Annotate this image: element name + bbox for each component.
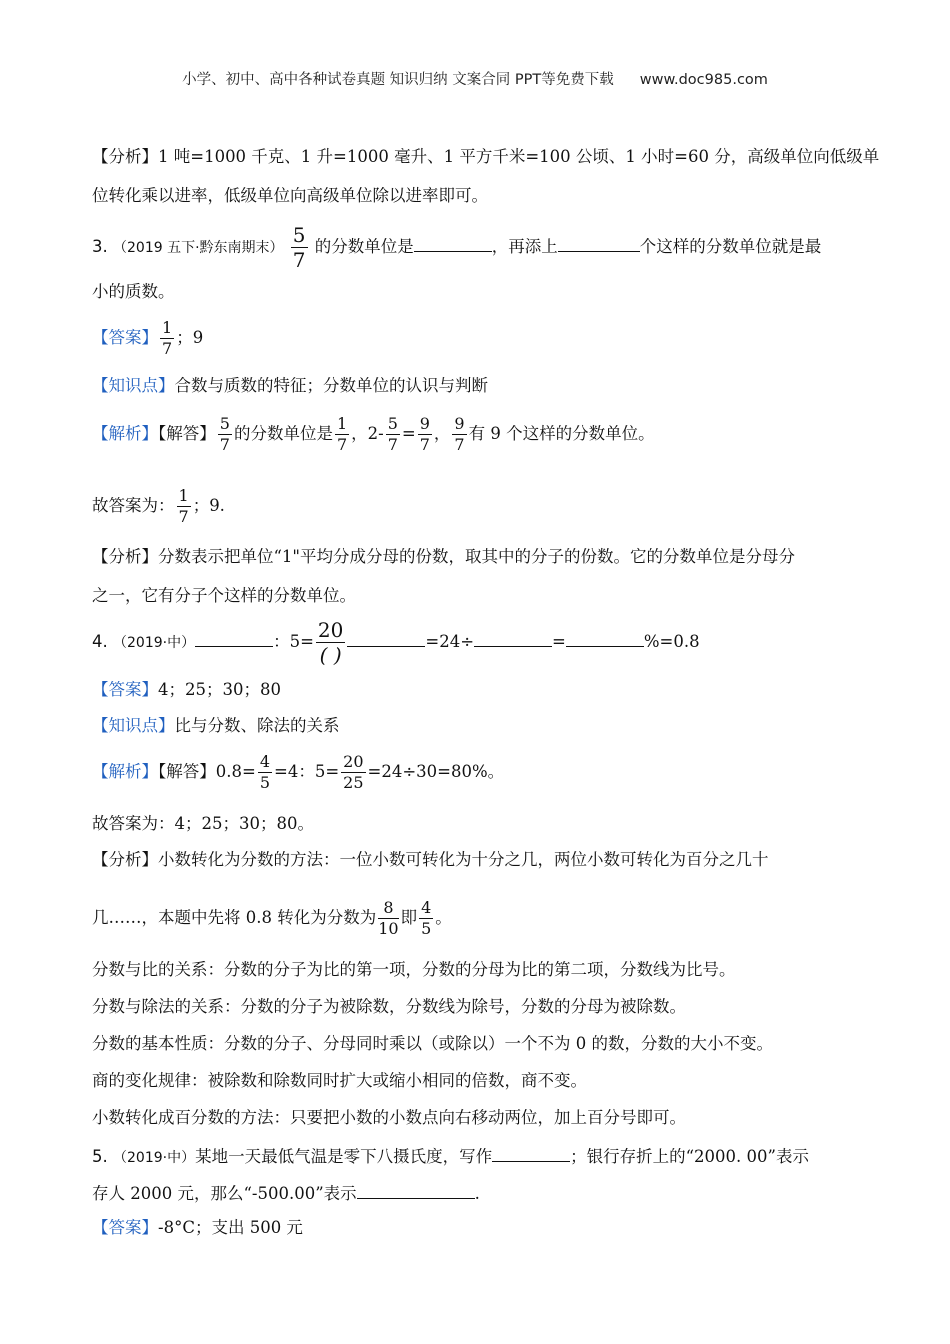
q3-analysis-line-1 — [92, 545, 795, 569]
answer-tag: 【答案】 — [92, 680, 158, 699]
q4-sol-text-a: 0.8= — [215, 762, 256, 781]
q4-note-text-4: 商的变化规律：被除数和除数同时扩大或缩小相同的倍数，商不变。 — [92, 1071, 587, 1090]
q4-blank-3[interactable] — [474, 628, 552, 647]
q3-analysis-text-2: 之一，它有分子个这样的分数单位。 — [92, 586, 356, 605]
explain-tag: 【解析】 — [92, 762, 158, 781]
q4-source: （2019·中） — [113, 635, 196, 651]
q4-analysis-fraction-1: $\frac{8}{10}$ — [378, 898, 399, 938]
solve-tag: 【解答】 — [158, 424, 216, 443]
q4-text-3: = — [552, 632, 566, 651]
solve-tag: 【解答】 — [158, 762, 216, 781]
header-text: 小学、初中、高中各种试卷真题 知识归纳 文案合同 PPT等免费下载 — [182, 72, 614, 88]
q4-note-4 — [92, 1069, 587, 1093]
q4-note-text-2: 分数与除法的关系：分数的分子为被除数，分数线为除号，分数的分母为被除数。 — [92, 997, 686, 1016]
q5-number: 5. — [92, 1147, 108, 1166]
q3-final-text-b: ；9. — [192, 496, 225, 515]
q3-number: 3. — [92, 237, 108, 256]
q4-blank-4[interactable] — [566, 628, 644, 647]
q4-line-1 — [92, 620, 700, 665]
q5-text-1: 某地一天最低气温是零下八摄氏度，写作 — [195, 1147, 493, 1166]
q4-analysis-fraction-2: $\frac{4}{5}$ — [421, 898, 432, 938]
q4-sol-text-b: =4：5= — [274, 762, 340, 781]
q3-final-fraction: $\frac{1}{7}$ — [178, 486, 189, 526]
q4-knowledge-text: 比与分数、除法的关系 — [174, 716, 340, 735]
header-url[interactable]: www.doc985.com — [639, 72, 768, 88]
q5-blank-2[interactable] — [357, 1180, 475, 1199]
q4-note-text-1: 分数与比的关系：分数的分子为比的第一项，分数的分母为比的第二项，分数线为比号。 — [92, 960, 736, 979]
q3-analysis-line-2 — [92, 584, 356, 608]
q3-sol-text-2: ，2- — [351, 424, 384, 443]
q4-solution — [92, 752, 504, 792]
q4-note-text-5: 小数转化成百分数的方法：只要把小数的小数点向右移动两位，加上百分号即可。 — [92, 1108, 686, 1127]
q3-answer — [92, 320, 203, 357]
q3-knowledge — [92, 374, 488, 398]
answer-tag: 【答案】 — [92, 1218, 158, 1237]
q4-knowledge — [92, 714, 340, 738]
q3-sol-fraction-4: $\frac{9}{7}$ — [419, 414, 430, 454]
analysis-tag: 【分析】 — [92, 147, 158, 166]
q4-text-1: ：5= — [273, 632, 314, 651]
q5-answer — [92, 1216, 303, 1240]
q3-text-a: 的分数单位是 — [314, 237, 414, 256]
q4-note-5 — [92, 1106, 686, 1130]
q3-fraction: $\frac{5}{7}$ — [292, 223, 306, 272]
q4-note-3 — [92, 1032, 773, 1056]
q4-text-2: =24÷ — [425, 632, 475, 651]
q5-text-2: ；银行存折上的“2000. 00”表示 — [570, 1147, 809, 1166]
q3-final-answer — [92, 486, 225, 526]
q4-blank-1[interactable] — [195, 628, 273, 647]
q4-analysis-line-1 — [92, 848, 769, 872]
q3-line-2 — [92, 280, 175, 304]
intro-text-1: 1 吨=1000 千克、1 升=1000 毫升、1 平方千米=100 公顷、1 小时=60 分，高级单位向低级单 — [158, 147, 880, 166]
q4-fraction: $\frac{20}{( )}$ — [317, 618, 344, 667]
q5-source: （2019·中） — [113, 1150, 196, 1166]
q4-sol-fraction-2: $\frac{20}{25}$ — [343, 752, 364, 792]
intro-text-2: 位转化乘以进率，低级单位向高级单位除以进率即可。 — [92, 186, 488, 205]
knowledge-tag: 【知识点】 — [92, 376, 175, 395]
q4-note-text-3: 分数的基本性质：分数的分子、分母同时乘以（或除以）一个不为 0 的数，分数的大小不变。 — [92, 1034, 773, 1053]
q3-analysis-text-1: 分数表示把单位“1"平均分成分母的份数，取其中的分子的份数。它的分数单位是分母分 — [158, 547, 796, 566]
q3-answer-rest: ；9 — [176, 328, 204, 347]
q3-sol-fraction-1: $\frac{5}{7}$ — [219, 414, 230, 454]
q5-blank-1[interactable] — [492, 1143, 570, 1162]
q3-text-line-2: 小的质数。 — [92, 282, 175, 301]
q5-line-1 — [92, 1143, 809, 1170]
q4-text-4: %=0.8 — [643, 632, 700, 651]
q3-final-text-a: 故答案为： — [92, 496, 175, 515]
q3-answer-fraction: $\frac{1}{7}$ — [162, 318, 173, 358]
analysis-tag: 【分析】 — [92, 850, 158, 869]
q3-sol-text-4: ， — [433, 424, 451, 443]
q3-sol-text-1: 的分数单位是 — [233, 424, 333, 443]
q3-sol-text-5: 有 9 个这样的分数单位。 — [468, 424, 655, 443]
q3-sol-fraction-3: $\frac{5}{7}$ — [387, 414, 398, 454]
q3-sol-text-3: = — [401, 424, 416, 443]
q4-analysis-text-2b: 即 — [400, 908, 418, 927]
q5-answer-text: -8°C；支出 500 元 — [158, 1218, 303, 1237]
q4-number: 4. — [92, 632, 108, 651]
q3-sol-fraction-5: $\frac{9}{7}$ — [454, 414, 465, 454]
page-header — [0, 68, 950, 89]
q4-sol-fraction-1: $\frac{4}{5}$ — [259, 752, 271, 792]
q4-final-answer — [92, 812, 314, 836]
q3-source: （2019 五下·黔东南期末） — [113, 240, 284, 256]
analysis-tag: 【分析】 — [92, 547, 158, 566]
q3-solution — [92, 414, 655, 454]
q4-note-2 — [92, 995, 686, 1019]
q4-analysis-text-1: 小数转化为分数的方法：一位小数可转化为十分之几，两位小数可转化为百分之几十 — [158, 850, 769, 869]
q3-text-c: 个这样的分数单位就是最 — [639, 237, 822, 256]
q4-analysis-text-2a: 几……，本题中先将 0.8 转化为分数为 — [92, 908, 377, 927]
q3-blank-1[interactable] — [414, 233, 492, 252]
intro-analysis-line-2 — [92, 184, 488, 208]
q3-blank-2[interactable] — [558, 233, 640, 252]
q4-final-text: 故答案为：4；25；30；80。 — [92, 814, 314, 833]
q3-knowledge-text: 合数与质数的特征；分数单位的认识与判断 — [174, 376, 488, 395]
q4-blank-2[interactable] — [347, 628, 425, 647]
q5-line-2 — [92, 1180, 480, 1206]
intro-analysis-line-1 — [92, 145, 879, 169]
q4-analysis-line-2 — [92, 898, 452, 938]
q5-text-line-2a: 存人 2000 元，那么“-500.00”表示 — [92, 1184, 357, 1203]
answer-tag: 【答案】 — [92, 328, 158, 347]
q4-sol-text-c: =24÷30=80%。 — [367, 762, 505, 781]
q3-sol-fraction-2: $\frac{1}{7}$ — [336, 414, 348, 454]
q4-analysis-text-2c: 。 — [435, 908, 452, 927]
explain-tag: 【解析】 — [92, 424, 158, 443]
q3-line-1 — [92, 225, 821, 270]
q3-text-b: ，再添上 — [491, 237, 558, 256]
q4-note-1 — [92, 958, 736, 982]
q5-text-line-2b: . — [474, 1184, 480, 1203]
q4-answer — [92, 678, 281, 702]
knowledge-tag: 【知识点】 — [92, 716, 175, 735]
q4-answer-text: 4；25；30；80 — [158, 680, 281, 699]
